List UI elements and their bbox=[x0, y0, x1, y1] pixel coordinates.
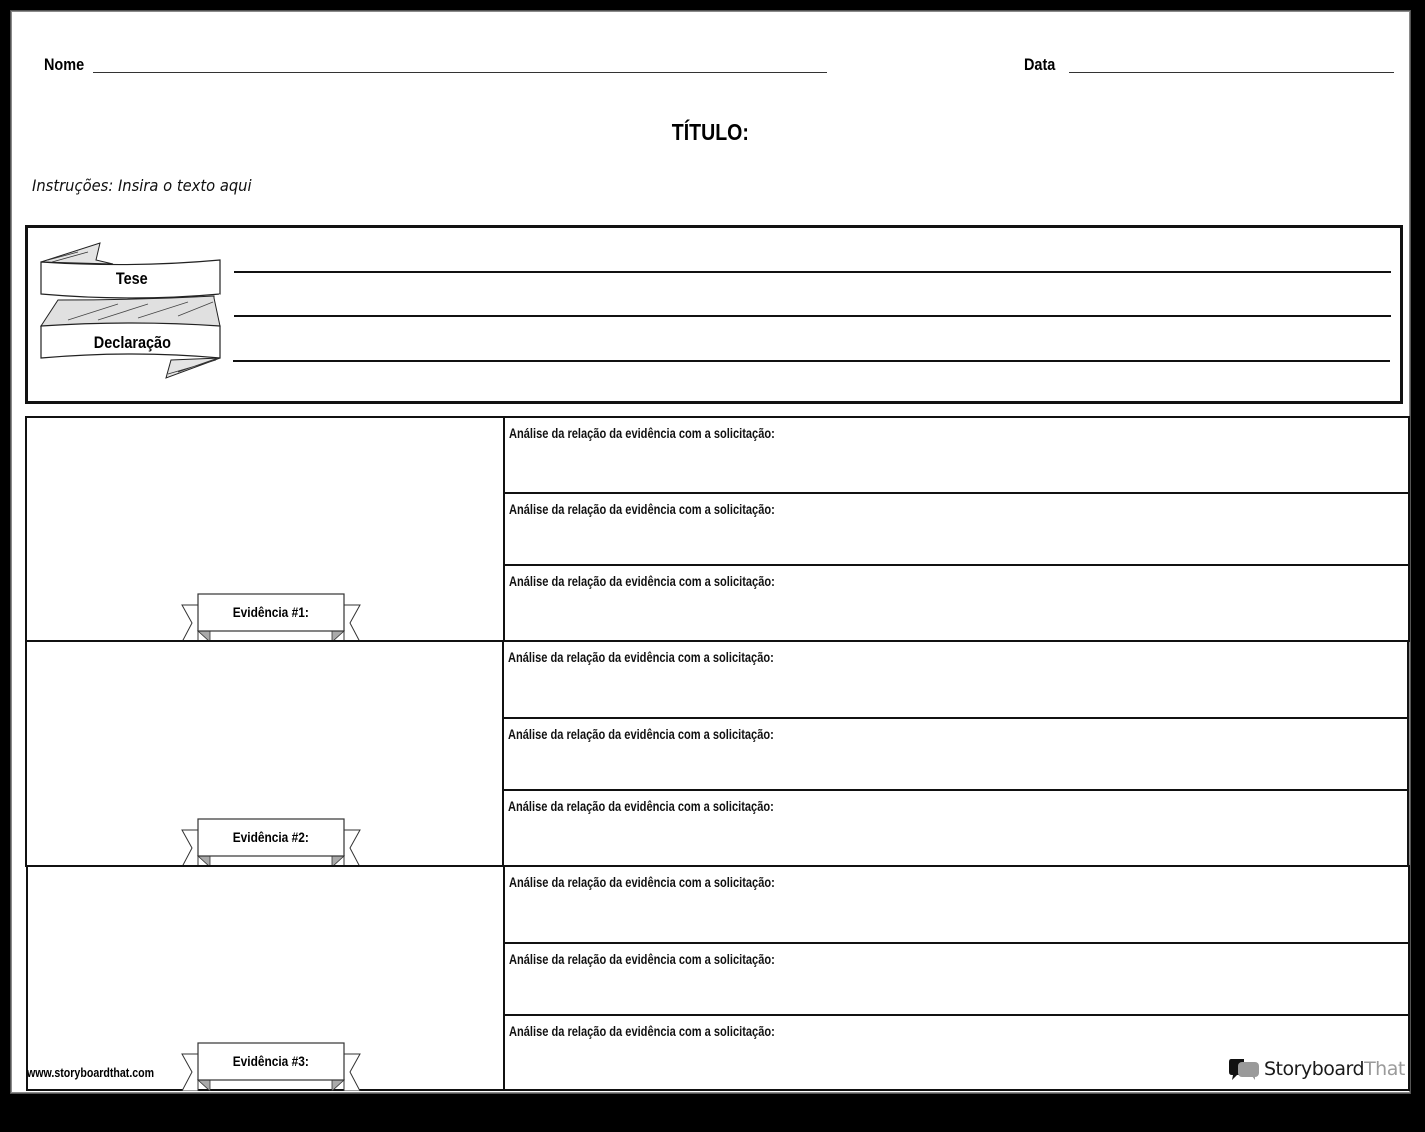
evidence-label-3-text: Evidência #3: bbox=[232, 1053, 310, 1069]
date-label: Data bbox=[1024, 55, 1056, 74]
speech-bubbles-icon bbox=[1228, 1057, 1260, 1081]
logo-text-storyboard: Storyboard bbox=[1264, 1058, 1365, 1080]
thesis-writing-line-3[interactable] bbox=[233, 360, 1390, 362]
thesis-banner-bottom-text: Declaração bbox=[93, 333, 171, 352]
analysis-label: Análise da relação da evidência com a solicitação: bbox=[508, 727, 774, 742]
logo-text-that: That bbox=[1364, 1058, 1405, 1080]
analysis-cell-1-1[interactable] bbox=[503, 416, 1410, 494]
date-field-line[interactable] bbox=[1069, 72, 1394, 73]
thesis-statement-box bbox=[25, 225, 1403, 404]
analysis-cell-2-2[interactable] bbox=[502, 717, 1409, 791]
thesis-banner-top bbox=[38, 269, 226, 289]
page-title-text: TÍTULO: bbox=[671, 119, 750, 145]
evidence-label-2 bbox=[180, 829, 362, 845]
analysis-label: Análise da relação da evidência com a solicitação: bbox=[509, 502, 775, 517]
evidence-label-1 bbox=[180, 604, 362, 620]
evidence-grid bbox=[25, 416, 1410, 1090]
evidence-label-2-text: Evidência #2: bbox=[232, 829, 310, 845]
storyboardthat-logo bbox=[1228, 1055, 1405, 1083]
thesis-ribbon-icon bbox=[38, 240, 226, 385]
analysis-label: Análise da relação da evidência com a solicitação: bbox=[509, 1024, 775, 1039]
evidence-label-3 bbox=[180, 1053, 362, 1069]
name-label: Nome bbox=[44, 55, 85, 74]
page-title bbox=[12, 119, 1409, 146]
website-url: www.storyboardthat.com bbox=[27, 1066, 155, 1080]
analysis-cell-1-2[interactable] bbox=[503, 492, 1410, 566]
thesis-writing-line-2[interactable] bbox=[234, 315, 1391, 317]
analysis-label: Análise da relação da evidência com a solicitação: bbox=[508, 799, 774, 814]
thesis-banner-top-text: Tese bbox=[116, 269, 148, 288]
instructions-text[interactable]: Instruções: Insira o texto aqui bbox=[32, 176, 252, 195]
analysis-cell-2-1[interactable] bbox=[502, 640, 1409, 719]
name-field-line[interactable] bbox=[93, 72, 827, 73]
evidence-cell-3[interactable] bbox=[26, 865, 505, 1091]
evidence-label-1-text: Evidência #1: bbox=[232, 604, 310, 620]
analysis-cell-1-3[interactable] bbox=[503, 564, 1410, 642]
analysis-label: Análise da relação da evidência com a solicitação: bbox=[509, 875, 775, 890]
analysis-label: Análise da relação da evidência com a solicitação: bbox=[509, 574, 775, 589]
analysis-label: Análise da relação da evidência com a solicitação: bbox=[509, 952, 775, 967]
analysis-label: Análise da relação da evidência com a solicitação: bbox=[508, 650, 774, 665]
analysis-label: Análise da relação da evidência com a solicitação: bbox=[509, 426, 775, 441]
analysis-cell-3-1[interactable] bbox=[503, 865, 1410, 944]
analysis-cell-3-2[interactable] bbox=[503, 942, 1410, 1016]
thesis-writing-line-1[interactable] bbox=[234, 271, 1391, 273]
evidence-cell-2[interactable] bbox=[25, 640, 505, 867]
worksheet-page bbox=[11, 11, 1410, 1093]
analysis-cell-2-3[interactable] bbox=[502, 789, 1409, 867]
evidence-cell-1[interactable] bbox=[25, 416, 505, 642]
thesis-banner-bottom bbox=[38, 333, 226, 353]
